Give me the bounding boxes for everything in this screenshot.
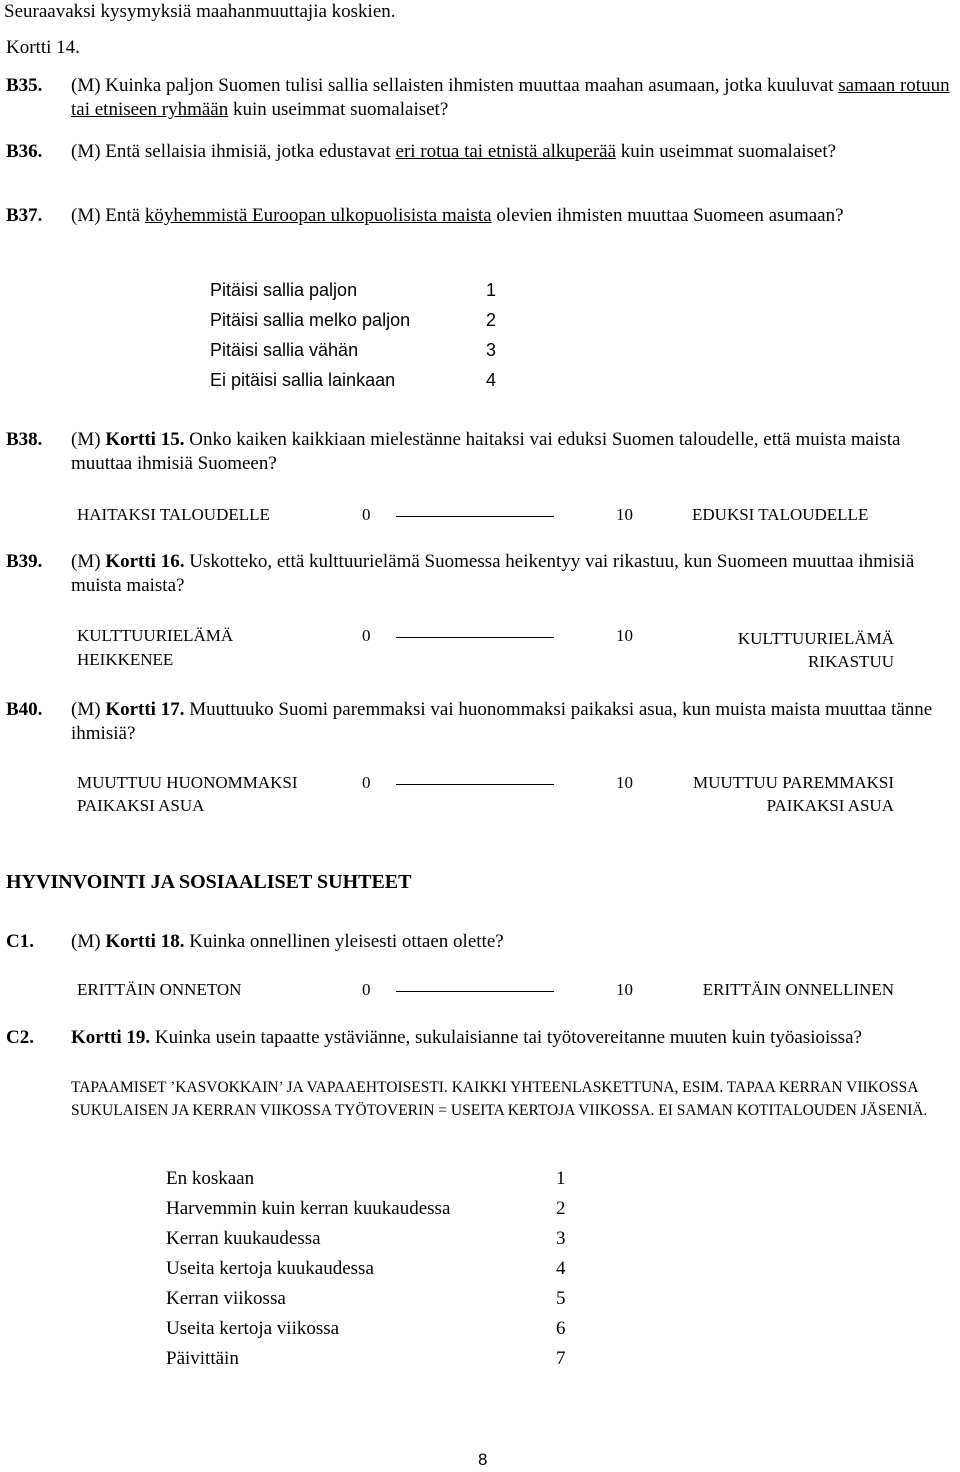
question-text-underlined: eri rotua tai etnistä alkuperää	[395, 141, 617, 162]
question-text-c2	[71, 1026, 951, 1050]
question-id-b39: B39.	[6, 551, 43, 572]
option-code: 2	[556, 1198, 566, 1219]
scale-line	[396, 637, 554, 638]
option-label: En koskaan	[166, 1168, 255, 1189]
question-id-b38: B38.	[6, 429, 43, 450]
question-text-underlined: samaan rotuun tai etniseen ryhmään	[71, 75, 950, 120]
scale-max: 10	[616, 773, 633, 792]
question-id-b37: B37.	[6, 205, 43, 226]
option-label: Pitäisi sallia vähän	[210, 340, 359, 360]
card-reference: Kortti 14.	[6, 37, 80, 58]
intro-text: Seuraavaksi kysymyksiä maahanmuuttajia koskien.	[4, 1, 396, 22]
question-text-c1	[71, 930, 951, 954]
question-text-b36	[71, 140, 951, 164]
question-text-b39	[71, 550, 951, 598]
question-id-b36: B36.	[6, 141, 43, 162]
question-text-part: (M) Entä sellaisia ihmisiä, jotka edustavat	[71, 141, 396, 162]
scale-right-label: EDUKSI TALOUDELLE	[692, 505, 869, 524]
card-reference: Kortti 15.	[105, 429, 185, 450]
interviewer-note: TAPAAMISET ’KASVOKKAIN’ JA VAPAAEHTOISESTI. KAIKKI YHTEENLASKETTUNA, ESIM. TAPAA KERRAN VIIKOSSA SUKULAISEN JA KERRAN VIIKOSSA TYÖTOVERIN = USEITA KERTOJA VIIKOSSA. EI SAMAN KOTITALOUDEN JÄSENIÄ.	[71, 1079, 928, 1119]
option-code: 7	[556, 1348, 566, 1369]
scale-left-label: HAITAKSI TALOUDELLE	[77, 505, 270, 524]
option-code: 2	[486, 310, 497, 330]
question-text-part: Muuttuuko Suomi paremmaksi vai huonommaksi paikaksi asua, kun muista maista muuttaa tänne ihmisiä?	[71, 699, 933, 744]
scale-left-label: HEIKKENEE	[77, 650, 174, 669]
question-text-part: kuin useimmat suomalaiset?	[228, 99, 449, 120]
question-id-c2: C2.	[6, 1027, 34, 1048]
question-text-part: Uskotteko, että kulttuurielämä Suomessa heikentyy vai rikastuu, kun Suomeen muuttaa ihmisiä muista maista?	[71, 551, 915, 596]
option-label: Ei pitäisi sallia lainkaan	[210, 370, 396, 390]
question-text-part: (M)	[71, 699, 106, 720]
scale-line	[396, 516, 554, 517]
option-label: Päivittäin	[166, 1348, 239, 1369]
scale-min: 0	[362, 773, 371, 792]
option-label: Kerran viikossa	[166, 1288, 286, 1309]
scale-line	[396, 784, 554, 785]
question-text-b37	[71, 204, 951, 228]
option-label: Harvemmin kuin kerran kuukaudessa	[166, 1198, 451, 1219]
scale-right-label: PAIKAKSI ASUA	[766, 796, 894, 815]
question-text-b40	[71, 698, 951, 746]
option-code: 1	[486, 280, 497, 300]
scale-left-label: PAIKAKSI ASUA	[77, 796, 205, 815]
option-code: 3	[556, 1228, 566, 1249]
scale-max: 10	[616, 626, 633, 645]
scale-right-label: RIKASTUU	[808, 652, 894, 671]
question-text-part: (M)	[71, 931, 106, 952]
question-text-part: Kuinka usein tapaatte ystäviänne, sukulaisianne tai työtovereitanne muuten kuin työasioissa?	[150, 1027, 862, 1048]
question-text-part: (M) Kuinka paljon Suomen tulisi sallia sellaisten ihmisten muuttaa maahan asumaan, jotka kuuluvat	[71, 75, 839, 96]
scale-max: 10	[616, 505, 633, 524]
page-number: 8	[478, 1450, 488, 1469]
option-code: 6	[556, 1318, 566, 1339]
option-label: Pitäisi sallia melko paljon	[210, 310, 411, 330]
question-text-part: (M) Entä	[71, 205, 145, 226]
scale-min: 0	[362, 980, 371, 999]
scale-left-label: KULTTUURIELÄMÄ	[77, 626, 234, 645]
scale-min: 0	[362, 505, 371, 524]
question-text-part: Kuinka onnellinen yleisesti ottaen olette?	[184, 931, 504, 952]
question-id-b40: B40.	[6, 699, 43, 720]
option-label: Useita kertoja viikossa	[166, 1318, 340, 1339]
question-text-part: (M)	[71, 429, 106, 450]
option-code: 4	[556, 1258, 566, 1279]
option-label: Kerran kuukaudessa	[166, 1228, 321, 1249]
scale-left-label: ERITTÄIN ONNETON	[77, 980, 242, 999]
card-reference: Kortti 18.	[105, 931, 185, 952]
section-title: HYVINVOINTI JA SOSIAALISET SUHTEET	[6, 871, 412, 893]
option-label: Useita kertoja kuukaudessa	[166, 1258, 374, 1279]
question-id-b35: B35.	[6, 75, 43, 96]
card-reference: Kortti 19.	[71, 1027, 151, 1048]
question-text-part: olevien ihmisten muuttaa Suomeen asumaan?	[491, 205, 844, 226]
option-code: 4	[486, 370, 497, 390]
question-text-part: Onko kaiken kaikkiaan mielestänne haitaksi vai eduksi Suomen taloudelle, että muista maista muuttaa ihmisiä Suomeen?	[71, 429, 901, 474]
question-text-b38	[71, 428, 951, 476]
scale-min: 0	[362, 626, 371, 645]
scale-right-label: MUUTTUU PAREMMAKSI	[692, 773, 894, 792]
question-text-part: (M)	[71, 551, 106, 572]
scale-left-label: MUUTTUU HUONOMMAKSI	[77, 773, 298, 792]
question-id-c1: C1.	[6, 931, 34, 952]
card-reference: Kortti 16.	[105, 551, 185, 572]
option-code: 1	[556, 1168, 566, 1189]
option-code: 3	[486, 340, 497, 360]
option-label: Pitäisi sallia paljon	[210, 280, 358, 300]
scale-right-label: ERITTÄIN ONNELLINEN	[702, 980, 894, 999]
question-text-part: kuin useimmat suomalaiset?	[616, 141, 837, 162]
scale-max: 10	[616, 980, 633, 999]
card-reference: Kortti 17.	[105, 699, 185, 720]
question-text-underlined: köyhemmistä Euroopan ulkopuolisista maista	[144, 205, 492, 226]
option-code: 5	[556, 1288, 566, 1309]
question-text-b35	[71, 74, 951, 122]
scale-line	[396, 991, 554, 992]
scale-right-label: KULTTUURIELÄMÄ	[737, 629, 894, 648]
